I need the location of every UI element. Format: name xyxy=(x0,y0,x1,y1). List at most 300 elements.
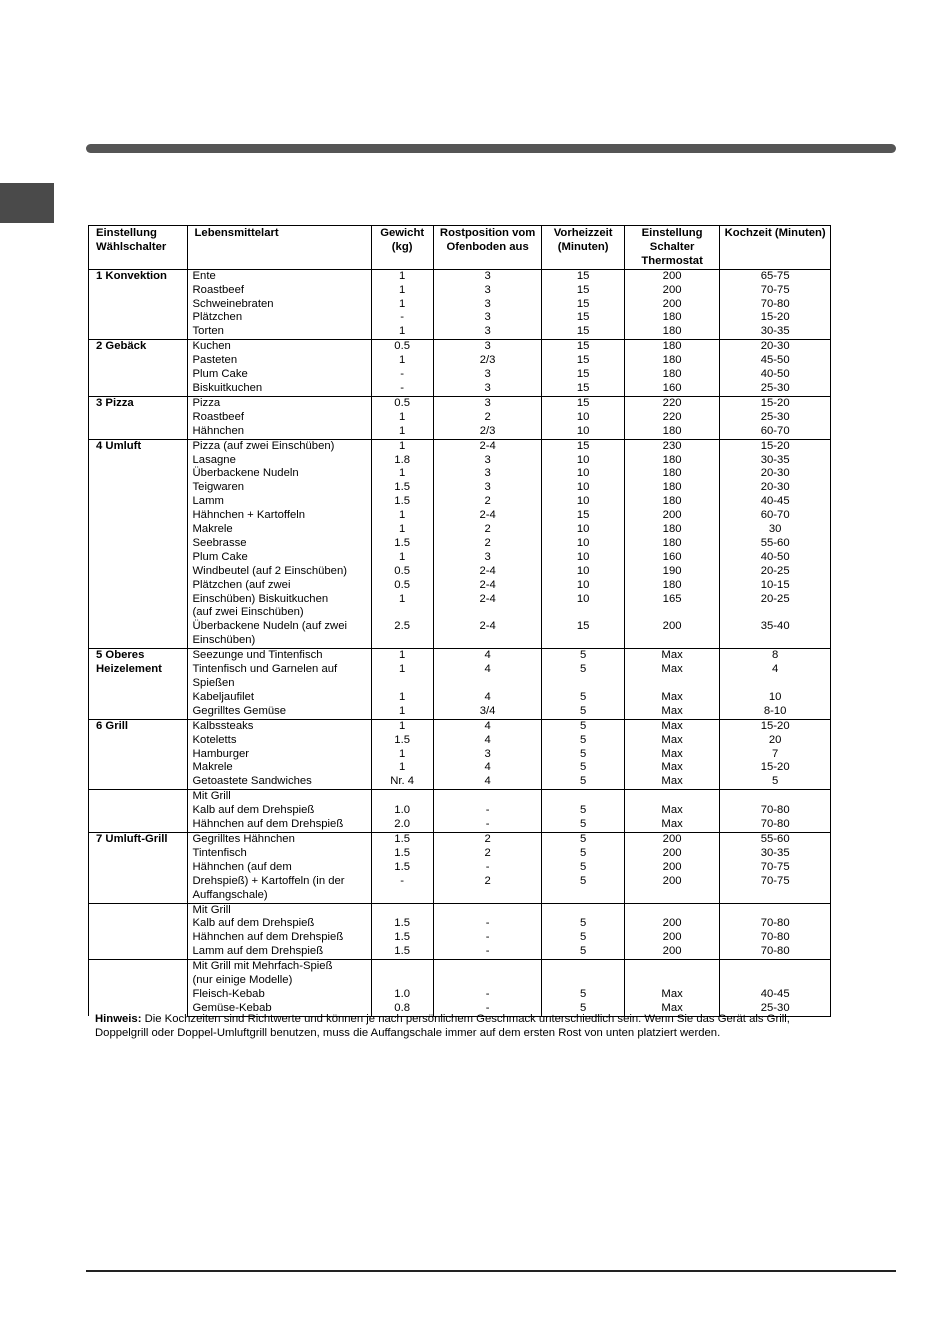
rack-cell: 3 xyxy=(433,284,542,298)
weight-cell: 1.5 xyxy=(371,832,433,846)
preheat-cell: 10 xyxy=(542,495,624,509)
rack-cell: 3 xyxy=(433,340,542,354)
time-cell: 8 xyxy=(720,649,831,663)
time-cell: 15-20 xyxy=(720,761,831,775)
thermostat-cell: Max xyxy=(624,748,720,762)
table-row xyxy=(89,298,831,312)
table-row xyxy=(89,889,831,903)
preheat-cell: 15 xyxy=(542,311,624,325)
preheat-cell xyxy=(542,974,624,988)
thermostat-cell: Max xyxy=(624,804,720,818)
table-row xyxy=(89,325,831,339)
food-cell: Auffangschale) xyxy=(187,889,371,903)
thermostat-cell: 180 xyxy=(624,311,720,325)
time-cell xyxy=(720,606,831,620)
weight-cell xyxy=(371,889,433,903)
time-cell: 25-30 xyxy=(720,1002,831,1016)
time-cell: 70-75 xyxy=(720,861,831,875)
table-row xyxy=(89,396,831,410)
preheat-cell: 5 xyxy=(542,705,624,719)
table-row xyxy=(89,790,831,804)
time-cell: 10 xyxy=(720,691,831,705)
food-cell: Hähnchen auf dem Drehspieß xyxy=(187,818,371,832)
weight-cell: 1.5 xyxy=(371,945,433,959)
food-cell: Lamm auf dem Drehspieß xyxy=(187,945,371,959)
thermostat-cell: 200 xyxy=(624,620,720,634)
preheat-cell: 5 xyxy=(542,917,624,931)
table-row xyxy=(89,340,831,354)
thermostat-cell: 180 xyxy=(624,579,720,593)
time-cell: 30 xyxy=(720,523,831,537)
food-cell: Seezunge und Tintenfisch xyxy=(187,649,371,663)
food-cell: Kalb auf dem Drehspieß xyxy=(187,917,371,931)
note-label: Hinweis: xyxy=(95,1013,142,1025)
setting-cell: 2 Gebäck xyxy=(89,340,188,397)
table-row xyxy=(89,634,831,648)
food-cell: Hähnchen xyxy=(187,425,371,439)
table-row xyxy=(89,620,831,634)
thermostat-cell: 180 xyxy=(624,454,720,468)
preheat-cell: 10 xyxy=(542,537,624,551)
thermostat-cell: Max xyxy=(624,705,720,719)
table-row xyxy=(89,382,831,396)
setting-cell: 6 Grill xyxy=(89,719,188,790)
thermostat-cell: Max xyxy=(624,719,720,733)
food-cell: Roastbeef xyxy=(187,411,371,425)
weight-cell xyxy=(371,974,433,988)
rack-cell: 4 xyxy=(433,649,542,663)
thermostat-cell xyxy=(624,903,720,917)
weight-cell: 1.5 xyxy=(371,847,433,861)
rack-cell: 2-4 xyxy=(433,579,542,593)
thermostat-cell: 180 xyxy=(624,340,720,354)
food-cell: Hähnchen + Kartoffeln xyxy=(187,509,371,523)
weight-cell: 1.5 xyxy=(371,931,433,945)
table-row xyxy=(89,439,831,453)
food-cell: Hähnchen (auf dem xyxy=(187,861,371,875)
thermostat-cell: 165 xyxy=(624,593,720,607)
food-cell: Kalbssteaks xyxy=(187,719,371,733)
table-row xyxy=(89,551,831,565)
preheat-cell: 5 xyxy=(542,861,624,875)
weight-cell: 1 xyxy=(371,467,433,481)
table-row xyxy=(89,903,831,917)
table-row xyxy=(89,988,831,1002)
time-cell: 70-80 xyxy=(720,298,831,312)
food-cell: Fleisch-Kebab xyxy=(187,988,371,1002)
time-cell: 4 xyxy=(720,663,831,677)
food-cell: Lasagne xyxy=(187,454,371,468)
weight-cell: 1 xyxy=(371,719,433,733)
preheat-cell: 5 xyxy=(542,761,624,775)
thermostat-cell: 220 xyxy=(624,396,720,410)
time-cell: 15-20 xyxy=(720,719,831,733)
thermostat-cell: 200 xyxy=(624,917,720,931)
table-row xyxy=(89,705,831,719)
table-row xyxy=(89,917,831,931)
rack-cell: 2-4 xyxy=(433,620,542,634)
table-row xyxy=(89,269,831,283)
thermostat-cell: 180 xyxy=(624,523,720,537)
food-cell: Spießen xyxy=(187,677,371,691)
setting-cell: 4 Umluft xyxy=(89,439,188,649)
weight-cell: - xyxy=(371,382,433,396)
time-cell xyxy=(720,677,831,691)
time-cell xyxy=(720,903,831,917)
rack-cell: 3 xyxy=(433,748,542,762)
preheat-cell: 5 xyxy=(542,719,624,733)
time-cell: 7 xyxy=(720,748,831,762)
preheat-cell: 15 xyxy=(542,396,624,410)
weight-cell xyxy=(371,606,433,620)
preheat-cell: 5 xyxy=(542,1002,624,1016)
table-row xyxy=(89,748,831,762)
food-cell: Einschüben) xyxy=(187,634,371,648)
table-row xyxy=(89,734,831,748)
header-food: Lebensmittelart xyxy=(187,226,371,270)
food-cell: Tintenfisch xyxy=(187,847,371,861)
header-rack: Rostposition vom Ofenboden aus xyxy=(433,226,542,270)
preheat-cell: 10 xyxy=(542,467,624,481)
thermostat-cell: Max xyxy=(624,761,720,775)
setting-cell xyxy=(89,790,188,833)
preheat-cell xyxy=(542,889,624,903)
rack-cell: 2 xyxy=(433,847,542,861)
header-setting: Einstellung Wählschalter xyxy=(89,226,188,270)
time-cell: 30-35 xyxy=(720,325,831,339)
time-cell: 55-60 xyxy=(720,537,831,551)
rack-cell: - xyxy=(433,1002,542,1016)
preheat-cell xyxy=(542,790,624,804)
preheat-cell: 15 xyxy=(542,354,624,368)
food-cell: Gegrilltes Hähnchen xyxy=(187,832,371,846)
weight-cell: 1 xyxy=(371,663,433,677)
thermostat-cell: 190 xyxy=(624,565,720,579)
preheat-cell: 15 xyxy=(542,439,624,453)
food-cell: Koteletts xyxy=(187,734,371,748)
food-cell: Kabeljaufilet xyxy=(187,691,371,705)
food-cell: Hähnchen auf dem Drehspieß xyxy=(187,931,371,945)
thermostat-cell xyxy=(624,960,720,974)
food-cell: Drehspieß) + Kartoffeln (in der xyxy=(187,875,371,889)
preheat-cell: 5 xyxy=(542,818,624,832)
food-cell: Mit Grill xyxy=(187,903,371,917)
preheat-cell: 5 xyxy=(542,945,624,959)
preheat-cell: 15 xyxy=(542,620,624,634)
weight-cell xyxy=(371,790,433,804)
thermostat-cell: 180 xyxy=(624,537,720,551)
preheat-cell: 15 xyxy=(542,368,624,382)
time-cell: 60-70 xyxy=(720,425,831,439)
table-row xyxy=(89,945,831,959)
weight-cell: 0.5 xyxy=(371,565,433,579)
preheat-cell xyxy=(542,903,624,917)
food-cell: Makrele xyxy=(187,761,371,775)
table-row xyxy=(89,804,831,818)
thermostat-cell: 180 xyxy=(624,481,720,495)
food-cell: Plätzchen xyxy=(187,311,371,325)
rack-cell: 2 xyxy=(433,832,542,846)
rack-cell: 3 xyxy=(433,481,542,495)
cooking-table xyxy=(88,225,831,1017)
food-cell: Pizza (auf zwei Einschüben) xyxy=(187,439,371,453)
thermostat-cell: 200 xyxy=(624,509,720,523)
setting-cell: 1 Konvektion xyxy=(89,269,188,340)
preheat-cell xyxy=(542,677,624,691)
rack-cell: 4 xyxy=(433,691,542,705)
preheat-cell: 15 xyxy=(542,325,624,339)
rack-cell: 3 xyxy=(433,454,542,468)
food-cell: Plätzchen (auf zwei xyxy=(187,579,371,593)
weight-cell: 1 xyxy=(371,425,433,439)
food-cell: Gegrilltes Gemüse xyxy=(187,705,371,719)
food-cell: Kalb auf dem Drehspieß xyxy=(187,804,371,818)
table-row xyxy=(89,974,831,988)
time-cell: 40-45 xyxy=(720,988,831,1002)
food-cell: Überbackene Nudeln xyxy=(187,467,371,481)
time-cell: 60-70 xyxy=(720,509,831,523)
weight-cell xyxy=(371,903,433,917)
preheat-cell: 10 xyxy=(542,411,624,425)
rack-cell: 3 xyxy=(433,467,542,481)
food-cell: Mit Grill mit Mehrfach-Spieß xyxy=(187,960,371,974)
table-row xyxy=(89,832,831,846)
weight-cell: Nr. 4 xyxy=(371,775,433,789)
time-cell: 40-45 xyxy=(720,495,831,509)
weight-cell: 1 xyxy=(371,649,433,663)
table-row xyxy=(89,775,831,789)
time-cell: 15-20 xyxy=(720,311,831,325)
preheat-cell: 10 xyxy=(542,523,624,537)
food-cell: Pasteten xyxy=(187,354,371,368)
thermostat-cell: 200 xyxy=(624,284,720,298)
food-cell: Tintenfisch und Garnelen auf xyxy=(187,663,371,677)
thermostat-cell: Max xyxy=(624,663,720,677)
thermostat-cell: 200 xyxy=(624,861,720,875)
time-cell: 25-30 xyxy=(720,382,831,396)
rack-cell: 3 xyxy=(433,269,542,283)
thermostat-cell: Max xyxy=(624,734,720,748)
table-row xyxy=(89,818,831,832)
table-body xyxy=(89,269,831,1016)
weight-cell: 0.8 xyxy=(371,1002,433,1016)
preheat-cell: 5 xyxy=(542,649,624,663)
table-row xyxy=(89,875,831,889)
time-cell: 70-80 xyxy=(720,931,831,945)
rack-cell: 4 xyxy=(433,663,542,677)
table-row xyxy=(89,931,831,945)
weight-cell: - xyxy=(371,368,433,382)
preheat-cell: 5 xyxy=(542,875,624,889)
setting-cell xyxy=(89,960,188,1017)
weight-cell xyxy=(371,677,433,691)
time-cell: 20-30 xyxy=(720,481,831,495)
thermostat-cell: 230 xyxy=(624,439,720,453)
preheat-cell: 10 xyxy=(542,593,624,607)
rack-cell: 2 xyxy=(433,537,542,551)
thermostat-cell: 220 xyxy=(624,411,720,425)
food-cell: Lamm xyxy=(187,495,371,509)
weight-cell: 1.5 xyxy=(371,537,433,551)
weight-cell: 1 xyxy=(371,551,433,565)
food-cell: Einschüben) Biskuitkuchen xyxy=(187,593,371,607)
rack-cell xyxy=(433,974,542,988)
rack-cell xyxy=(433,903,542,917)
weight-cell: 2.5 xyxy=(371,620,433,634)
table-row xyxy=(89,284,831,298)
weight-cell: 1 xyxy=(371,325,433,339)
weight-cell: 1.5 xyxy=(371,481,433,495)
food-cell: Schweinebraten xyxy=(187,298,371,312)
rack-cell: - xyxy=(433,818,542,832)
weight-cell: 0.5 xyxy=(371,579,433,593)
time-cell: 70-75 xyxy=(720,875,831,889)
thermostat-cell: Max xyxy=(624,649,720,663)
table-row xyxy=(89,649,831,663)
weight-cell: 1.8 xyxy=(371,454,433,468)
time-cell: 20-30 xyxy=(720,467,831,481)
weight-cell: 1 xyxy=(371,761,433,775)
food-cell: Pizza xyxy=(187,396,371,410)
time-cell: 20-25 xyxy=(720,593,831,607)
weight-cell xyxy=(371,634,433,648)
weight-cell: - xyxy=(371,311,433,325)
rack-cell xyxy=(433,960,542,974)
rack-cell: 3 xyxy=(433,382,542,396)
rack-cell xyxy=(433,677,542,691)
food-cell: (nur einige Modelle) xyxy=(187,974,371,988)
time-cell: 20 xyxy=(720,734,831,748)
preheat-cell: 10 xyxy=(542,551,624,565)
thermostat-cell: 160 xyxy=(624,382,720,396)
thermostat-cell: 200 xyxy=(624,269,720,283)
table-row xyxy=(89,354,831,368)
weight-cell: 1 xyxy=(371,705,433,719)
rack-cell: 3/4 xyxy=(433,705,542,719)
rack-cell: 2 xyxy=(433,495,542,509)
time-cell: 70-80 xyxy=(720,917,831,931)
preheat-cell xyxy=(542,634,624,648)
rack-cell: 2-4 xyxy=(433,593,542,607)
preheat-cell: 15 xyxy=(542,298,624,312)
rack-cell: 2-4 xyxy=(433,439,542,453)
time-cell: 35-40 xyxy=(720,620,831,634)
time-cell: 40-50 xyxy=(720,368,831,382)
rack-cell xyxy=(433,634,542,648)
food-cell: Windbeutel (auf 2 Einschüben) xyxy=(187,565,371,579)
thermostat-cell: Max xyxy=(624,818,720,832)
preheat-cell: 10 xyxy=(542,454,624,468)
weight-cell: 1 xyxy=(371,523,433,537)
table-row xyxy=(89,454,831,468)
thermostat-cell xyxy=(624,606,720,620)
food-cell: (auf zwei Einschüben) xyxy=(187,606,371,620)
food-cell: Makrele xyxy=(187,523,371,537)
weight-cell: 1.0 xyxy=(371,804,433,818)
thermostat-cell: 200 xyxy=(624,847,720,861)
thermostat-cell xyxy=(624,974,720,988)
thermostat-cell: 160 xyxy=(624,551,720,565)
food-cell: Teigwaren xyxy=(187,481,371,495)
time-cell xyxy=(720,634,831,648)
table-row xyxy=(89,847,831,861)
rack-cell: 3 xyxy=(433,325,542,339)
table-row xyxy=(89,663,831,677)
rack-cell: 3 xyxy=(433,298,542,312)
header-weight: Gewicht (kg) xyxy=(371,226,433,270)
preheat-cell: 15 xyxy=(542,382,624,396)
thermostat-cell xyxy=(624,790,720,804)
table-row xyxy=(89,691,831,705)
rack-cell xyxy=(433,790,542,804)
weight-cell: 1.5 xyxy=(371,861,433,875)
preheat-cell: 5 xyxy=(542,691,624,705)
thermostat-cell: 200 xyxy=(624,945,720,959)
time-cell: 8-10 xyxy=(720,705,831,719)
food-cell: Plum Cake xyxy=(187,368,371,382)
table-row xyxy=(89,719,831,733)
time-cell xyxy=(720,960,831,974)
time-cell: 30-35 xyxy=(720,454,831,468)
table-row xyxy=(89,861,831,875)
rack-cell: 2/3 xyxy=(433,354,542,368)
preheat-cell: 15 xyxy=(542,340,624,354)
header-thermostat: Einstellung Schalter Thermostat xyxy=(624,226,720,270)
rack-cell: 2 xyxy=(433,523,542,537)
thermostat-cell: 180 xyxy=(624,354,720,368)
time-cell: 70-75 xyxy=(720,284,831,298)
weight-cell: 1.5 xyxy=(371,917,433,931)
thermostat-cell: 200 xyxy=(624,875,720,889)
preheat-cell: 5 xyxy=(542,663,624,677)
rack-cell: - xyxy=(433,988,542,1002)
rack-cell xyxy=(433,889,542,903)
preheat-cell: 10 xyxy=(542,565,624,579)
preheat-cell: 5 xyxy=(542,931,624,945)
thermostat-cell: 200 xyxy=(624,298,720,312)
time-cell xyxy=(720,889,831,903)
food-cell: Gemüse-Kebab xyxy=(187,1002,371,1016)
weight-cell: 0.5 xyxy=(371,340,433,354)
thermostat-cell: Max xyxy=(624,988,720,1002)
table-header-row xyxy=(89,226,831,270)
rack-cell: 4 xyxy=(433,761,542,775)
time-cell: 70-80 xyxy=(720,818,831,832)
preheat-cell: 5 xyxy=(542,847,624,861)
rack-cell: 2-4 xyxy=(433,565,542,579)
weight-cell: 2.0 xyxy=(371,818,433,832)
weight-cell: 1 xyxy=(371,748,433,762)
table-row xyxy=(89,565,831,579)
food-cell: Plum Cake xyxy=(187,551,371,565)
weight-cell: 1 xyxy=(371,298,433,312)
weight-cell: 1.5 xyxy=(371,734,433,748)
food-cell: Hamburger xyxy=(187,748,371,762)
weight-cell: 1 xyxy=(371,284,433,298)
preheat-cell: 5 xyxy=(542,804,624,818)
thermostat-cell xyxy=(624,677,720,691)
thermostat-cell: 180 xyxy=(624,368,720,382)
preheat-cell: 5 xyxy=(542,748,624,762)
table-row xyxy=(89,509,831,523)
food-cell: Roastbeef xyxy=(187,284,371,298)
table-row xyxy=(89,537,831,551)
rack-cell: 3 xyxy=(433,311,542,325)
table-row xyxy=(89,523,831,537)
setting-cell: 3 Pizza xyxy=(89,396,188,439)
rack-cell: 2 xyxy=(433,411,542,425)
preheat-cell: 15 xyxy=(542,284,624,298)
